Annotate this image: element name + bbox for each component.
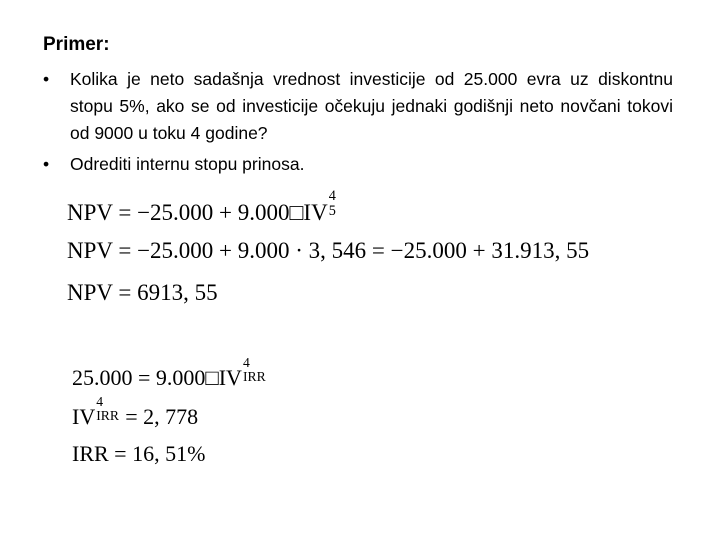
iv-superscript: 4 <box>96 393 104 409</box>
iv-function: IV <box>303 200 328 225</box>
iv-subscript: 5 <box>328 203 336 220</box>
iv-function: IV <box>72 404 96 429</box>
irr-equation-line-3: IRR = 16, 51% <box>72 441 206 466</box>
bullet-item-task <box>43 151 673 178</box>
iv-superscript: 4 <box>328 188 336 205</box>
irr-equation-lhs: 25.000 = 9.000 <box>72 365 206 390</box>
iv-function: IV <box>218 365 242 390</box>
iv-indices <box>242 354 272 385</box>
bullet-item-question <box>43 66 673 147</box>
irr-equation-rhs: = 2, 778 <box>125 404 199 429</box>
npv-equation-line-3: NPV = 6913, 55 <box>67 280 218 305</box>
iv-superscript: 4 <box>242 354 250 370</box>
npv-equation-line-2: NPV = −25.000 + 9.000 · 3, 546 = −25.000 + 31.913, 55 <box>67 238 590 263</box>
iv-subscript: IRR <box>96 408 119 424</box>
irr-equation-line-2 <box>72 393 199 430</box>
iv-indices <box>328 188 354 220</box>
bullet-marker: • <box>43 154 50 174</box>
npv-equation-line-1 <box>67 188 354 226</box>
placeholder-box-symbol: □ <box>289 200 304 225</box>
iv-indices <box>95 393 125 424</box>
bullet-list <box>43 66 673 182</box>
bullet-text: Kolika je neto sadašnja vrednost investicije od 25.000 evra uz diskontnu stopu 5%, ako se od investicije očekuju jednaki godišnji neto novčani tokovi od 9000 u toku 4 godine? <box>70 69 673 143</box>
iv-subscript: IRR <box>242 369 266 385</box>
placeholder-box-symbol: □ <box>205 365 219 390</box>
slide-heading: Primer: <box>43 34 110 55</box>
npv-equation-lhs: NPV = −25.000 + 9.000 <box>67 200 290 225</box>
bullet-text: Odrediti internu stopu prinosa. <box>70 154 305 174</box>
bullet-marker: • <box>43 69 50 89</box>
irr-equation-line-1 <box>72 354 272 391</box>
